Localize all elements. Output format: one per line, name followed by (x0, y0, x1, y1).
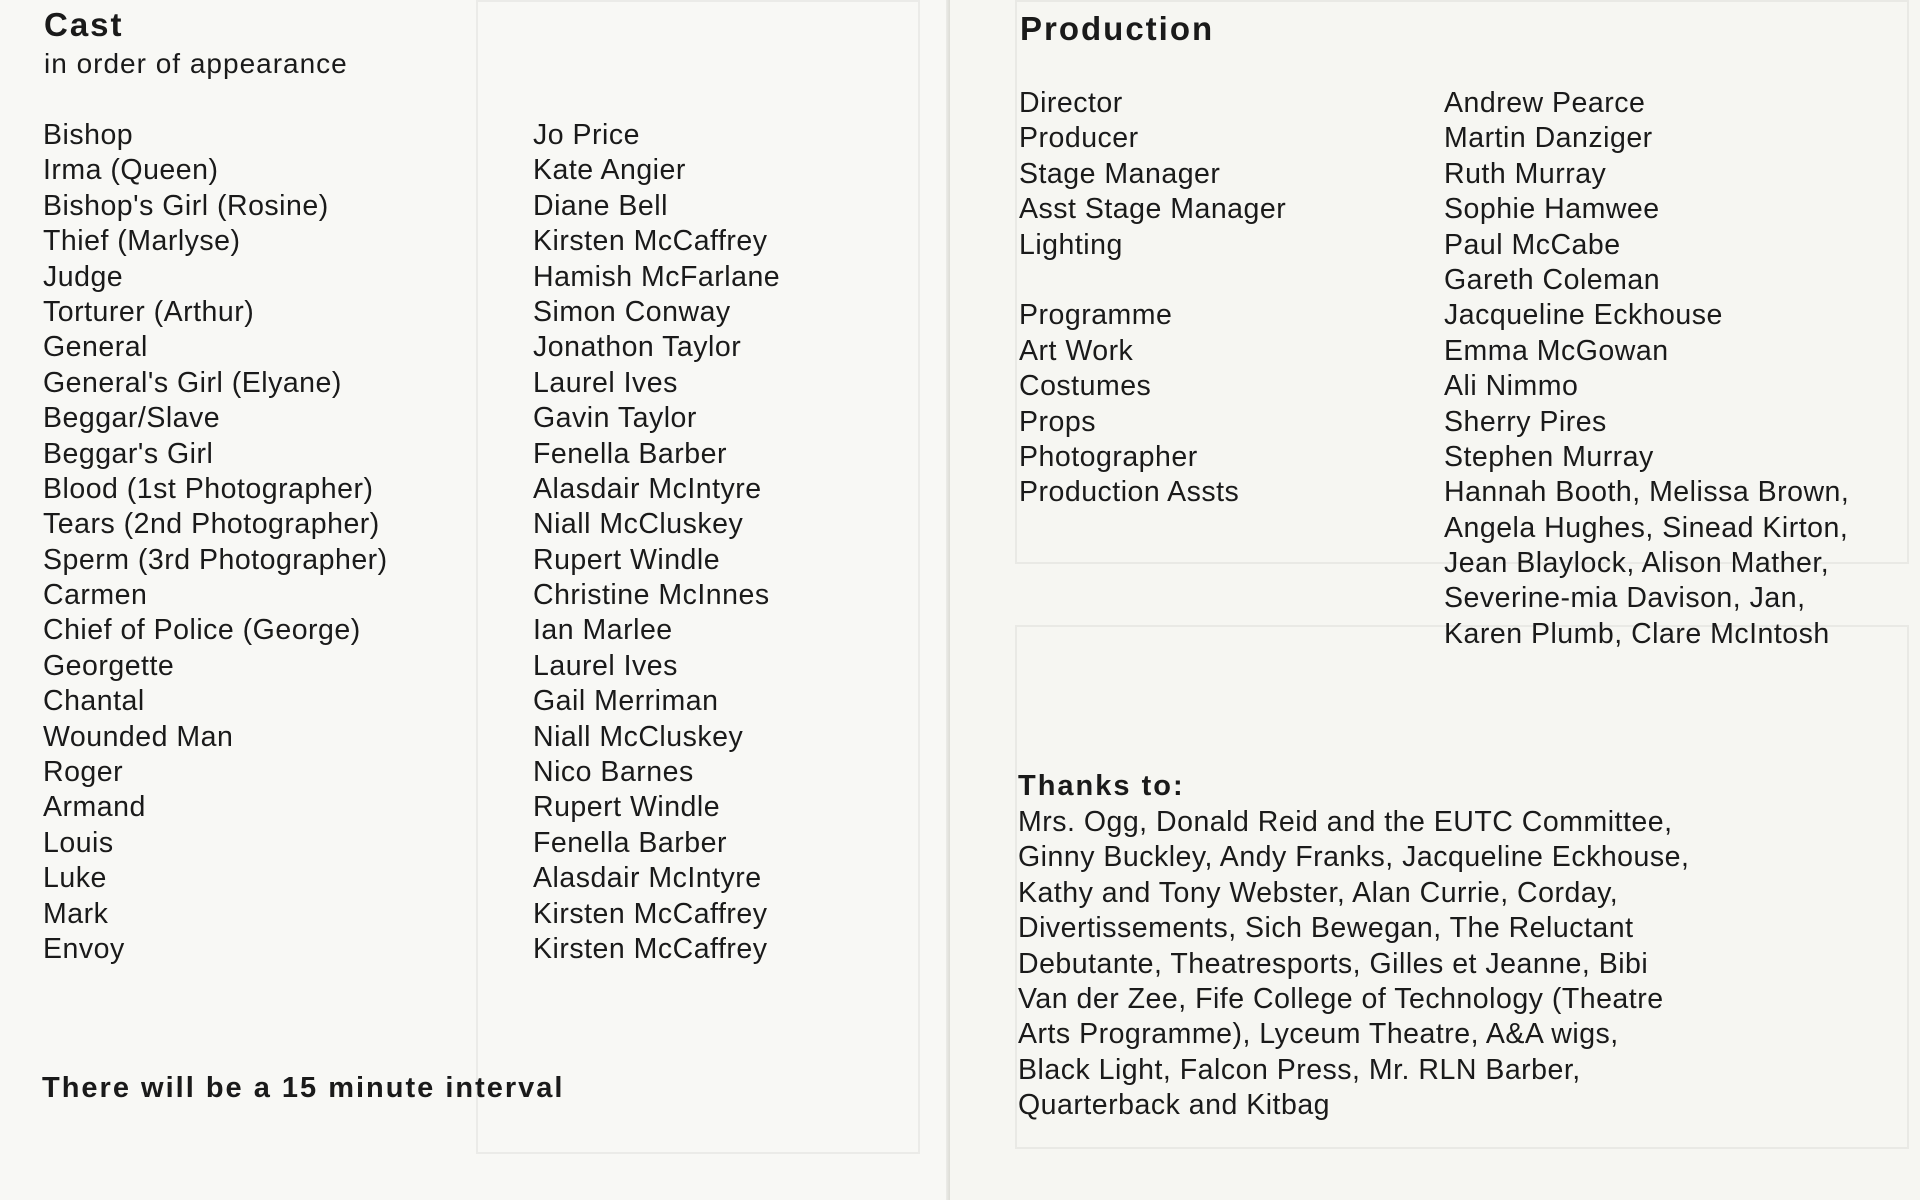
cast-row (43, 153, 903, 188)
cast-role: Blood (1st Photographer) (43, 472, 374, 505)
cast-actor: Simon Conway (533, 295, 731, 328)
thanks-line: Arts Programme), Lyceum Theatre, A&A wigs, (1018, 1018, 1619, 1051)
cast-actor: Kate Angier (533, 154, 686, 187)
cast-row (43, 932, 903, 967)
cast-role: Beggar/Slave (43, 402, 221, 435)
production-row (1019, 511, 1899, 546)
production-row (1019, 546, 1899, 581)
production-role: Stage Manager (1019, 157, 1221, 190)
cast-role: General's Girl (Elyane) (43, 366, 342, 399)
cast-role: Luke (43, 862, 107, 895)
production-role: Programme (1019, 299, 1173, 332)
cast-role: Sperm (3rd Photographer) (43, 543, 388, 576)
cast-role: Roger (43, 756, 124, 789)
thanks-line: Ginny Buckley, Andy Franks, Jacqueline Eckhouse, (1018, 841, 1690, 874)
cast-actor: Christine McInnes (533, 579, 770, 612)
cast-actor: Nico Barnes (533, 756, 694, 789)
cast-actor: Alasdair McIntyre (533, 862, 762, 895)
production-names: Hannah Booth, Melissa Brown, (1444, 476, 1850, 509)
cast-row (43, 507, 903, 542)
thanks-line: Divertissements, Sich Bewegan, The Reluctant (1018, 912, 1634, 945)
cast-page (0, 0, 950, 1200)
cast-role: Tears (2nd Photographer) (43, 508, 380, 541)
production-names: Andrew Pearce (1444, 87, 1646, 119)
thanks-line: Mrs. Ogg, Donald Reid and the EUTC Committee, (1018, 806, 1673, 838)
cast-role: Wounded Man (43, 720, 234, 753)
production-heading: Production (1020, 10, 1215, 47)
cast-row (43, 189, 903, 224)
cast-row (43, 826, 903, 861)
cast-row (43, 720, 903, 755)
cast-row (43, 755, 903, 790)
thanks-line: Kathy and Tony Webster, Alan Currie, Corday, (1018, 876, 1619, 909)
cast-role: General (43, 331, 148, 364)
cast-list (43, 118, 903, 967)
production-role: Producer (1019, 122, 1139, 155)
production-role: Director (1019, 87, 1123, 119)
production-row (1019, 475, 1899, 510)
production-list (1019, 86, 1899, 652)
cast-actor: Diane Bell (533, 189, 668, 222)
production-row (1019, 121, 1899, 156)
cast-role: Judge (43, 260, 124, 293)
cast-role: Mark (43, 897, 109, 930)
production-role: Asst Stage Manager (1019, 193, 1287, 226)
cast-row (43, 224, 903, 259)
cast-role: Bishop's Girl (Rosine) (43, 189, 329, 222)
cast-actor: Niall McCluskey (533, 508, 744, 541)
production-names: Karen Plumb, Clare McIntosh (1444, 617, 1830, 650)
cast-row (43, 543, 903, 578)
production-names: Ruth Murray (1444, 157, 1607, 190)
production-row (1019, 334, 1899, 369)
cast-role: Torturer (Arthur) (43, 295, 255, 328)
thanks-line: Black Light, Falcon Press, Mr. RLN Barber, (1018, 1053, 1581, 1086)
production-row (1019, 405, 1899, 440)
production-names: Ali Nimmo (1444, 370, 1579, 403)
cast-role: Irma (Queen) (43, 154, 219, 187)
production-names: Gareth Coleman (1444, 263, 1661, 296)
cast-row (43, 295, 903, 330)
thanks-line: Debutante, Theatresports, Gilles et Jeanne, Bibi (1018, 947, 1649, 980)
cast-row (43, 649, 903, 684)
cast-row (43, 578, 903, 613)
production-names: Angela Hughes, Sinead Kirton, (1444, 511, 1849, 544)
cast-row (43, 684, 903, 719)
thanks-list (1018, 805, 1898, 1124)
production-role: Costumes (1019, 370, 1152, 403)
cast-actor: Gavin Taylor (533, 402, 697, 435)
cast-row (43, 472, 903, 507)
cast-role: Carmen (43, 579, 148, 612)
cast-actor: Jonathon Taylor (533, 331, 742, 364)
production-row (1019, 369, 1899, 404)
cast-actor: Fenella Barber (533, 437, 727, 470)
production-names: Jacqueline Eckhouse (1444, 299, 1723, 332)
cast-row (43, 437, 903, 472)
cast-row (43, 613, 903, 648)
cast-actor: Laurel Ives (533, 649, 678, 682)
production-row (1019, 440, 1899, 475)
cast-row (43, 260, 903, 295)
cast-actor: Kirsten McCaffrey (533, 225, 768, 258)
production-names: Severine-mia Davison, Jan, (1444, 582, 1806, 615)
cast-actor: Jo Price (533, 119, 640, 151)
production-row (1019, 192, 1899, 227)
thanks-line: Van der Zee, Fife College of Technology (Theatre (1018, 982, 1664, 1015)
thanks-heading: Thanks to: (1018, 770, 1185, 802)
production-role: Art Work (1019, 334, 1134, 367)
production-row (1019, 298, 1899, 333)
production-role: Props (1019, 405, 1096, 438)
cast-role: Thief (Marlyse) (43, 225, 241, 258)
cast-actor: Alasdair McIntyre (533, 472, 762, 505)
cast-row (43, 861, 903, 896)
cast-row (43, 790, 903, 825)
production-names: Emma McGowan (1444, 334, 1669, 367)
cast-row (43, 401, 903, 436)
cast-row (43, 118, 903, 153)
production-names: Jean Blaylock, Alison Mather, (1444, 547, 1830, 580)
cast-actor: Rupert Windle (533, 791, 721, 824)
thanks-line: Quarterback and Kitbag (1018, 1089, 1331, 1122)
cast-actor: Kirsten McCaffrey (533, 932, 768, 965)
cast-role: Georgette (43, 649, 175, 682)
production-names: Stephen Murray (1444, 440, 1654, 473)
cast-row (43, 366, 903, 401)
production-names: Paul McCabe (1444, 228, 1621, 261)
cast-actor: Rupert Windle (533, 543, 721, 576)
cast-role: Louis (43, 826, 114, 859)
production-row (1019, 228, 1899, 263)
cast-role: Chief of Police (George) (43, 614, 361, 647)
cast-row (43, 897, 903, 932)
cast-row (43, 330, 903, 365)
production-row (1019, 581, 1899, 616)
production-names: Martin Danziger (1444, 122, 1653, 155)
production-role: Photographer (1019, 440, 1198, 473)
cast-role: Chantal (43, 685, 145, 718)
interval-note: There will be a 15 minute interval (42, 1072, 565, 1104)
cast-actor: Ian Marlee (533, 614, 673, 647)
production-row (1019, 157, 1899, 192)
cast-heading: Cast (44, 6, 124, 43)
cast-actor: Hamish McFarlane (533, 260, 781, 293)
cast-actor: Kirsten McCaffrey (533, 897, 768, 930)
production-role: Production Assts (1019, 476, 1240, 509)
cast-subheading: in order of appearance (44, 48, 348, 79)
cast-role: Envoy (43, 932, 125, 965)
production-row (1019, 86, 1899, 121)
production-names: Sherry Pires (1444, 405, 1607, 438)
production-row (1019, 263, 1899, 298)
cast-actor: Laurel Ives (533, 366, 678, 399)
cast-role: Bishop (43, 119, 134, 151)
production-role: Lighting (1019, 228, 1123, 261)
production-names: Sophie Hamwee (1444, 193, 1660, 226)
production-row (1019, 617, 1899, 652)
cast-actor: Niall McCluskey (533, 720, 744, 753)
cast-actor: Gail Merriman (533, 685, 719, 718)
cast-role: Beggar's Girl (43, 437, 214, 470)
cast-actor: Fenella Barber (533, 826, 727, 859)
cast-role: Armand (43, 791, 146, 824)
